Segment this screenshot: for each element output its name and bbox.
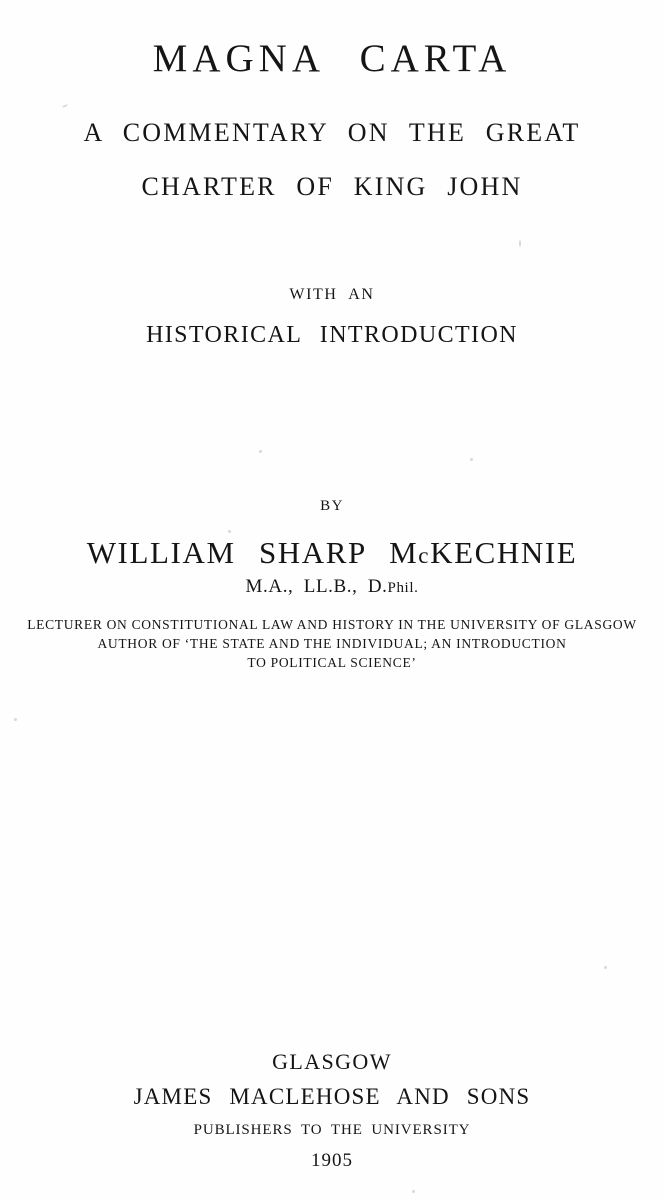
scan-speck [62,104,68,108]
scan-speck [604,966,607,969]
author-name-part-2: c [418,543,431,568]
author-name-part-1: WILLIAM SHARP M [86,535,419,570]
scan-speck [14,718,17,721]
author-affiliation [0,615,664,672]
imprint-note: PUBLISHERS TO THE UNIVERSITY [193,1122,471,1138]
author-degrees [0,576,664,598]
by-label: BY [320,498,344,514]
scan-speck [259,450,262,453]
author-degrees-part-1: M.A., LL.B., D. [245,576,388,597]
affiliation-line: TO POLITICAL SCIENCE’ [247,655,417,670]
page-title: MAGNA CARTA [152,37,512,80]
scan-speck [519,240,521,247]
affiliation-line: LECTURER ON CONSTITUTIONAL LAW AND HISTORY IN THE UNIVERSITY OF GLASGOW [27,617,637,632]
scan-speck [412,1190,415,1193]
author-name [0,535,664,571]
secondary-title: HISTORICAL INTRODUCTION [146,322,518,348]
scan-speck [470,458,473,461]
imprint-city: GLASGOW [272,1049,392,1074]
subtitle-line-1: A COMMENTARY ON THE GREAT [83,118,581,147]
with-an-label: WITH AN [289,286,375,303]
subtitle-line-2: CHARTER OF KING JOHN [141,172,523,201]
imprint-year: 1905 [311,1150,353,1171]
affiliation-line: AUTHOR OF ‘THE STATE AND THE INDIVIDUAL; AN INTRODUCTION [97,636,567,651]
scan-speck [228,530,231,533]
author-degrees-part-2: Phil. [387,580,419,596]
author-name-part-3: KECHNIE [430,535,578,570]
imprint-publisher: JAMES MACLEHOSE AND SONS [133,1084,531,1109]
